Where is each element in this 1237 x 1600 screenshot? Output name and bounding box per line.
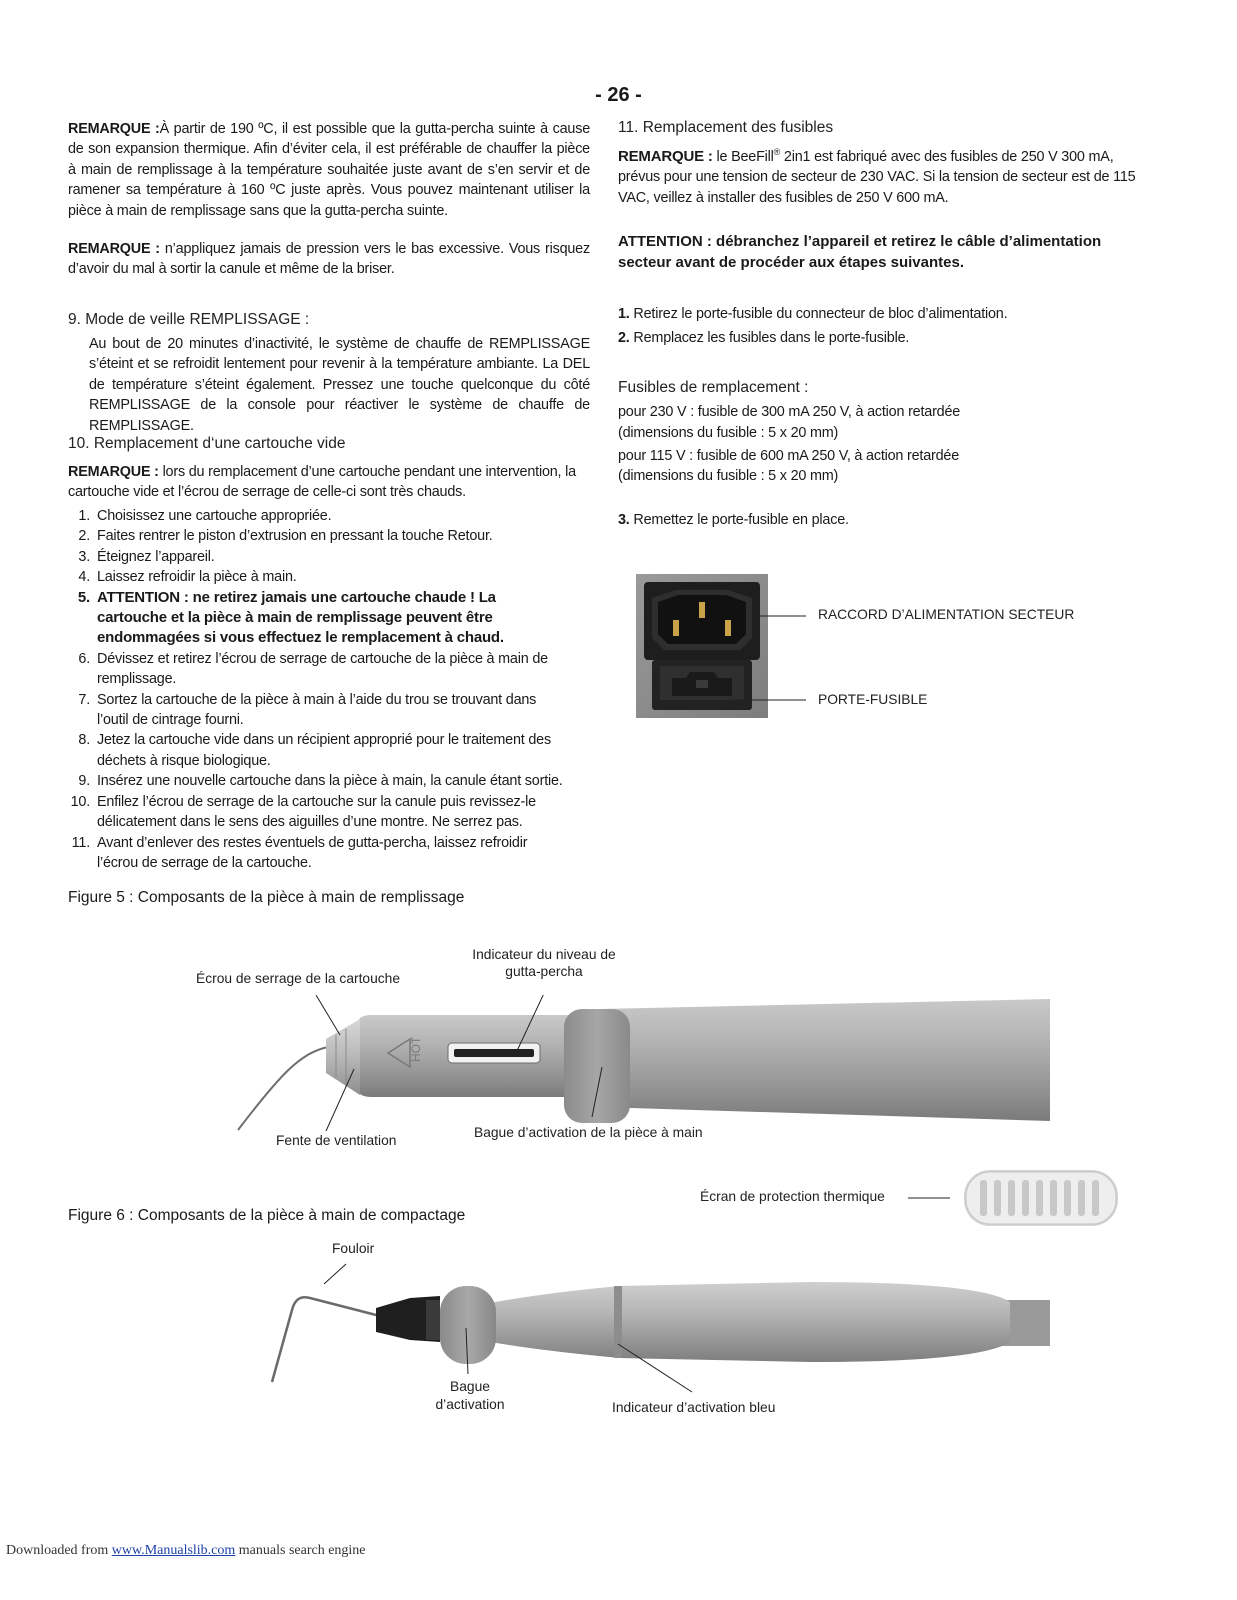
section-10-title: 10. Remplacement d‘une cartouche vide <box>68 435 346 452</box>
label-blue-activation-indicator: Indicateur d’activation bleu <box>612 1400 776 1415</box>
note-text: n’appliquez jamais de pression vers le bas excessive. Vous risquez d’avoir du mal à sortir la canule et même de la briser. <box>68 241 590 278</box>
note-text: lors du remplacement d’une cartouche pendant une intervention, la cartouche vide et l’écrou de serrage de celle-ci sont très chauds. <box>68 464 576 501</box>
label-plugger: Fouloir <box>332 1241 375 1256</box>
label-power-connector: RACCORD D’ALIMENTATION SECTEUR <box>818 607 1075 622</box>
list-item: 9. Insérez une nouvelle cartouche dans la pièce à main, la canule étant sortie. <box>78 773 563 790</box>
note-label: REMARQUE : <box>68 464 159 480</box>
fuse-115-dimensions: (dimensions du fusible : 5 x 20 mm) <box>618 468 839 484</box>
note-thermal-expansion <box>68 119 590 221</box>
list-item: 11. Avant d’enlever des restes éventuels de gutta-percha, laissez refroidir l’écrou de serrage de la cartouche. <box>71 834 528 871</box>
list-item: 6. Dévissez et retirez l’écrou de serrage de cartouche de la pièce à main de remplissage. <box>78 650 548 688</box>
hot-marking: HOT <box>409 1036 423 1062</box>
figure-5-caption: Figure 5 : Composants de la pièce à main de remplissage <box>68 889 465 906</box>
label-cartridge-nut: Écrou de serrage de la cartouche <box>196 971 401 986</box>
label-activation-ring: Bague d’activation de la pièce à main <box>474 1125 703 1140</box>
download-footer: Downloaded from www.Manualslib.com manuals search engine <box>6 1543 366 1558</box>
label-fuse-holder: PORTE-FUSIBLE <box>818 692 928 707</box>
manualslib-link[interactable]: www.Manualslib.com <box>111 1543 236 1558</box>
cartridge-steps-list <box>68 506 568 873</box>
heat-shield-photo <box>906 1164 1128 1234</box>
fuse-note <box>618 142 1142 208</box>
replacement-fuses-title: Fusibles de remplacement : <box>618 379 809 396</box>
label-gp-level-indicator: Indicateur du niveau de gutta-percha <box>472 947 616 979</box>
label-heat-shield: Écran de protection thermique <box>700 1189 885 1204</box>
section-9-text: Au bout de 20 minutes d’inactivité, le système de chauffe de REMPLISSAGE s’éteint et se refroidit lentement pour revenir à la température ambiante. La DEL de température s’éteint également. Pressez une touche quelconque du côté REMPLISSAGE de la console pour réactiver le système de chauffe de REMPLISSAGE. <box>89 336 590 434</box>
fuse-step-3: 3. Remettez le porte-fusible en place. <box>618 512 849 528</box>
list-item: 10. Enfilez l’écrou de serrage de la cartouche sur la canule puis revissez-le délicatement dans le sens des aiguilles d’une montre. Ne serrez pas. <box>70 793 536 831</box>
disconnect-warning: ATTENTION : débranchez l’appareil et retirez le câble d’alimentation secteur avant de procéder aux étapes suivantes. <box>618 233 1102 271</box>
registered-mark: ® <box>773 147 781 157</box>
figure-6-caption: Figure 6 : Composants de la pièce à main de compactage <box>68 1207 466 1224</box>
list-item: 1. Choisissez une cartouche appropriée. <box>78 508 332 524</box>
power-connector-photo <box>636 574 806 718</box>
fuse-230-spec: pour 230 V : fusible de 300 mA 250 V, à action retardée <box>618 404 961 420</box>
list-item: 3. Éteignez l’appareil. <box>78 548 215 565</box>
note-text: À partir de 190 ºC, il est possible que la gutta-percha suinte à cause de son expansion thermique. Afin d’éviter cela, il est préférable de chauffer la pièce à main de remplissage à la température souhaitée juste avant de s’en servir et de ramener sa température à 160 ºC juste après. Vous pouvez maintenant utiliser la pièce à main de remplissage sans que la gutta-percha suinte. <box>68 121 590 219</box>
fuse-step-2: 2. Remplacez les fusibles dans le porte-fusible. <box>618 330 910 346</box>
section-10-note <box>68 462 592 503</box>
section-9-title: 9. Mode de veille REMPLISSAGE : <box>68 311 310 328</box>
list-item: 4. Laissez refroidir la pièce à main. <box>78 569 297 586</box>
fuse-115-spec: pour 115 V : fusible de 600 mA 250 V, à action retardée <box>618 448 960 464</box>
fuse-230-dimensions: (dimensions du fusible : 5 x 20 mm) <box>618 425 839 441</box>
label-activation-ring-2: Bague d’activation <box>435 1379 505 1412</box>
note-text-b: 2in1 est fabriqué avec des fusibles de 250 V 300 mA, prévus pour une tension de secteur de 230 VAC. Si la tension de secteur est de 115 VAC, veillez à installer des fusibles de 250 V 600 mA. <box>618 148 1136 206</box>
page-number: - 26 - <box>595 84 642 106</box>
fuse-step-1: 1. Retirez le porte-fusible du connecteur de bloc d’alimentation. <box>618 306 1008 322</box>
label-vent-slot: Fente de ventilation <box>276 1133 397 1148</box>
list-item-warning: 5. ATTENTION : ne retirez jamais une cartouche chaude ! La cartouche et la pièce à main de remplissage peuvent être endommagées si vous effectuez le remplacement à chaud. <box>77 588 504 647</box>
list-item: 7. Sortez la cartouche de la pièce à main à l’aide du trou se trouvant dans l’outil de cintrage fourni. <box>78 691 537 729</box>
list-item: 8. Jetez la cartouche vide dans un récipient approprié pour le traitement des déchets à risque biologique. <box>78 732 551 769</box>
note-label: REMARQUE : <box>68 241 160 257</box>
note-label: REMARQUE : <box>68 121 160 137</box>
note-label: REMARQUE : <box>618 147 713 165</box>
section-11-title: 11. Remplacement des fusibles <box>618 119 834 136</box>
note-pressure <box>68 239 590 280</box>
list-item: 2. Faites rentrer le piston d’extrusion en pressant la touche Retour. <box>78 528 493 545</box>
note-text-a: le BeeFill <box>716 148 774 165</box>
figure-6-downpack-handpiece <box>250 1262 1050 1412</box>
